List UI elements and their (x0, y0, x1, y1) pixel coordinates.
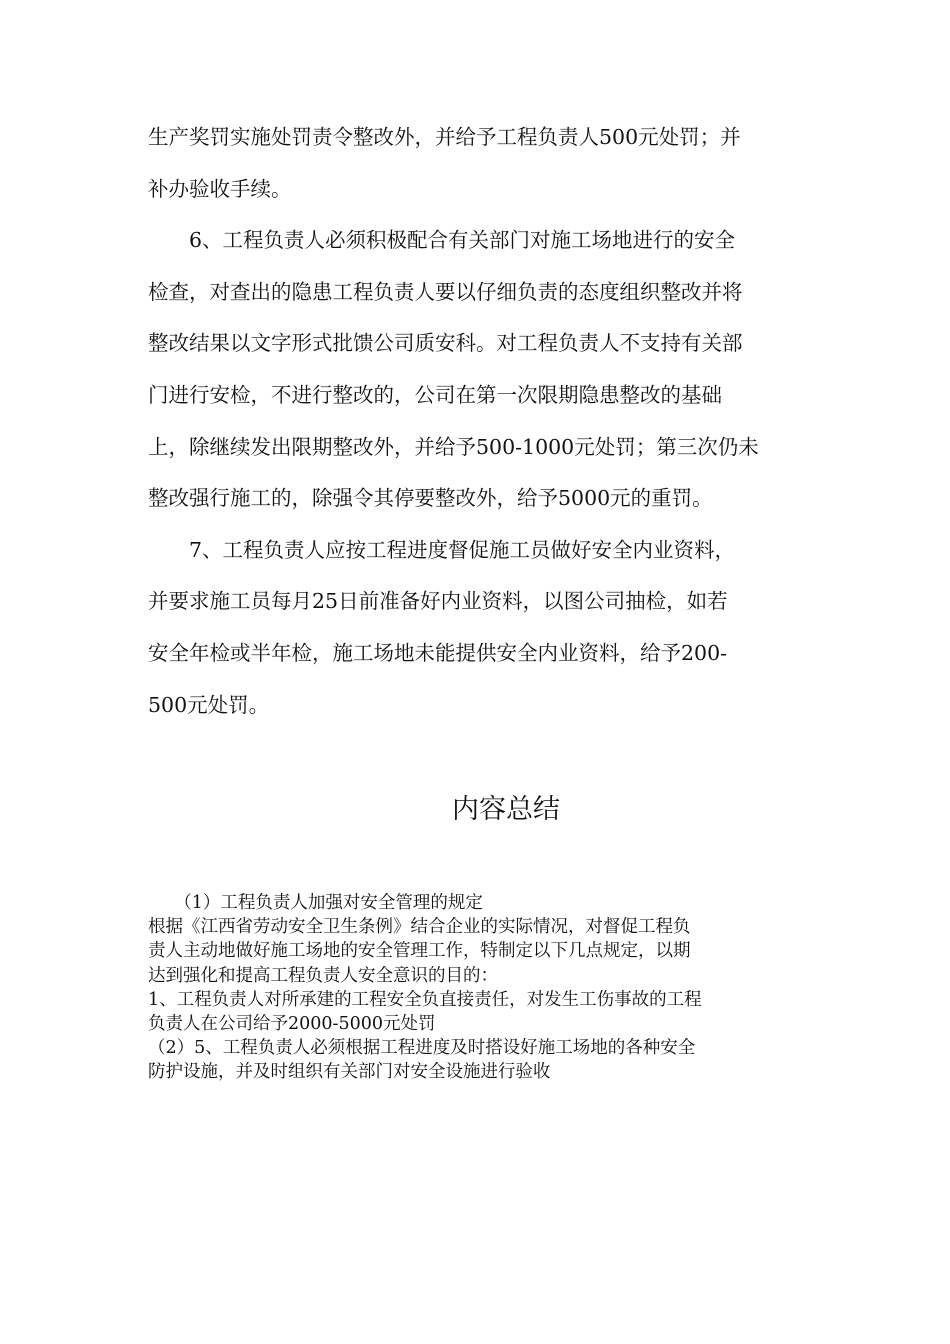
summary-line: 达到强化和提高工程负责人安全意识的目的： (148, 965, 498, 986)
body-line: 门进行安检，不进行整改的，公司在第一次限期隐患整改的基础 (148, 382, 722, 407)
body-line: 检查，对查出的隐患工程负责人要以仔细负责的态度组织整改并将 (148, 279, 743, 304)
body-line: 6、工程负责人必须积极配合有关部门对施工场地进行的安全 (148, 228, 736, 253)
summary-line: 负责人在公司给予2000-5000元处罚 (148, 1013, 436, 1034)
summary-line: 根据《江西省劳动安全卫生条例》结合企业的实际情况，对督促工程负 (148, 917, 691, 938)
summary-line: （2）5、工程负责人必须根据工程进度及时搭设好施工场地的各种安全 (148, 1038, 696, 1059)
summary-title: 内容总结 (452, 794, 560, 825)
body-text (148, 112, 808, 731)
summary-text (148, 891, 808, 1085)
summary-line: （1）工程负责人加强对安全管理的规定 (148, 893, 483, 913)
summary-line: 1、工程负责人对所承建的工程安全负直接责任，对发生工伤事故的工程 (148, 989, 702, 1010)
body-line: 生产奖罚实施处罚责令整改外，并给予工程负责人500元处罚；并 (148, 125, 741, 149)
summary-line: 防护设施，并及时组织有关部门对安全设施进行验收 (148, 1062, 551, 1083)
body-line: 安全年检或半年检，施工场地未能提供安全内业资料，给予200- (148, 640, 728, 665)
body-line: 上，除继续发出限期整改外，并给予500-1000元处罚；第三次仍未 (148, 434, 759, 459)
body-line: 补办验收手续。 (148, 176, 292, 201)
body-line: 整改结果以文字形式批馈公司质安科。对工程负责人不支持有关部 (148, 331, 743, 356)
body-line: 并要求施工员每月25日前准备好内业资料，以图公司抽检，如若 (148, 589, 728, 614)
summary-line: 责人主动地做好施工场地的安全管理工作，特制定以下几点规定，以期 (148, 941, 691, 962)
body-line: 500元处罚。 (148, 692, 270, 717)
body-line: 整改强行施工的，除强令其停要整改外，给予5000元的重罚。 (148, 486, 713, 511)
body-line: 7、工程负责人应按工程进度督促施工员做好安全内业资料， (148, 537, 736, 562)
